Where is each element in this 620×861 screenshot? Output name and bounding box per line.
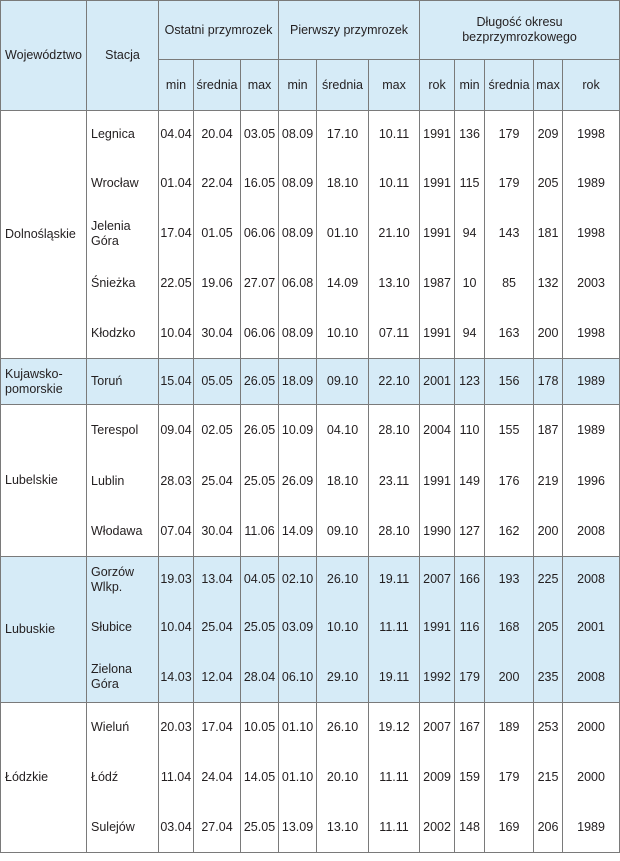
value-cell: 26.05 xyxy=(241,359,279,405)
value-cell: 22.04 xyxy=(194,159,241,209)
station-cell: Toruń xyxy=(87,359,159,405)
value-cell: 2000 xyxy=(563,703,620,753)
value-cell: 181 xyxy=(534,209,563,259)
subheader-first-avg: średnia xyxy=(317,60,369,111)
subheader-last-min: min xyxy=(159,60,194,111)
value-cell: 209 xyxy=(534,111,563,159)
value-cell: 13.04 xyxy=(194,557,241,603)
value-cell: 08.09 xyxy=(279,209,317,259)
value-cell: 05.05 xyxy=(194,359,241,405)
subheader-free-avg: średnia xyxy=(485,60,534,111)
value-cell: 14.09 xyxy=(279,507,317,557)
value-cell: 13.10 xyxy=(317,803,369,853)
station-cell: Lublin xyxy=(87,457,159,507)
value-cell: 25.05 xyxy=(241,603,279,653)
value-cell: 116 xyxy=(455,603,485,653)
value-cell: 10.10 xyxy=(317,309,369,359)
value-cell: 15.04 xyxy=(159,359,194,405)
value-cell: 1991 xyxy=(420,309,455,359)
region-cell: Dolnośląskie xyxy=(1,111,87,359)
value-cell: 06.08 xyxy=(279,259,317,309)
value-cell: 178 xyxy=(534,359,563,405)
value-cell: 11.11 xyxy=(369,803,420,853)
header-region: Województwo xyxy=(1,1,87,111)
value-cell: 09.04 xyxy=(159,405,194,457)
header-last-frost: Ostatni przymrozek xyxy=(159,1,279,60)
value-cell: 85 xyxy=(485,259,534,309)
value-cell: 143 xyxy=(485,209,534,259)
value-cell: 03.09 xyxy=(279,603,317,653)
value-cell: 94 xyxy=(455,209,485,259)
value-cell: 10.05 xyxy=(241,703,279,753)
value-cell: 08.09 xyxy=(279,159,317,209)
value-cell: 01.10 xyxy=(279,753,317,803)
value-cell: 20.04 xyxy=(194,111,241,159)
value-cell: 187 xyxy=(534,405,563,457)
station-cell: Wieluń xyxy=(87,703,159,753)
value-cell: 1991 xyxy=(420,209,455,259)
value-cell: 149 xyxy=(455,457,485,507)
value-cell: 200 xyxy=(485,653,534,703)
value-cell: 1991 xyxy=(420,457,455,507)
table-row xyxy=(1,359,620,405)
value-cell: 12.04 xyxy=(194,653,241,703)
value-cell: 27.04 xyxy=(194,803,241,853)
value-cell: 156 xyxy=(485,359,534,405)
subheader-free-year-max: rok xyxy=(563,60,620,111)
value-cell: 167 xyxy=(455,703,485,753)
value-cell: 13.09 xyxy=(279,803,317,853)
value-cell: 11.06 xyxy=(241,507,279,557)
value-cell: 22.05 xyxy=(159,259,194,309)
table-row xyxy=(1,259,620,309)
table-row xyxy=(1,309,620,359)
station-cell: Wrocław xyxy=(87,159,159,209)
value-cell: 179 xyxy=(455,653,485,703)
value-cell: 06.06 xyxy=(241,209,279,259)
value-cell: 162 xyxy=(485,507,534,557)
value-cell: 10 xyxy=(455,259,485,309)
value-cell: 26.09 xyxy=(279,457,317,507)
value-cell: 253 xyxy=(534,703,563,753)
value-cell: 168 xyxy=(485,603,534,653)
subheader-first-min: min xyxy=(279,60,317,111)
value-cell: 2007 xyxy=(420,557,455,603)
value-cell: 235 xyxy=(534,653,563,703)
value-cell: 17.04 xyxy=(194,703,241,753)
value-cell: 163 xyxy=(485,309,534,359)
value-cell: 132 xyxy=(534,259,563,309)
value-cell: 115 xyxy=(455,159,485,209)
value-cell: 2008 xyxy=(563,653,620,703)
table-row xyxy=(1,457,620,507)
value-cell: 08.09 xyxy=(279,111,317,159)
value-cell: 02.10 xyxy=(279,557,317,603)
table-row xyxy=(1,557,620,603)
value-cell: 2007 xyxy=(420,703,455,753)
value-cell: 19.12 xyxy=(369,703,420,753)
value-cell: 1987 xyxy=(420,259,455,309)
subheader-last-avg: średnia xyxy=(194,60,241,111)
value-cell: 159 xyxy=(455,753,485,803)
value-cell: 2001 xyxy=(563,603,620,653)
station-cell: Śnieżka xyxy=(87,259,159,309)
table-row xyxy=(1,603,620,653)
region-cell: Łódzkie xyxy=(1,703,87,853)
value-cell: 18.10 xyxy=(317,457,369,507)
station-cell: Słubice xyxy=(87,603,159,653)
subheader-free-year-min: rok xyxy=(420,60,455,111)
value-cell: 09.10 xyxy=(317,507,369,557)
value-cell: 14.05 xyxy=(241,753,279,803)
value-cell: 10.11 xyxy=(369,159,420,209)
station-cell: Łódź xyxy=(87,753,159,803)
value-cell: 01.10 xyxy=(317,209,369,259)
value-cell: 206 xyxy=(534,803,563,853)
value-cell: 28.04 xyxy=(241,653,279,703)
value-cell: 19.11 xyxy=(369,653,420,703)
value-cell: 136 xyxy=(455,111,485,159)
value-cell: 200 xyxy=(534,507,563,557)
value-cell: 04.05 xyxy=(241,557,279,603)
value-cell: 01.04 xyxy=(159,159,194,209)
table-row xyxy=(1,803,620,853)
value-cell: 18.10 xyxy=(317,159,369,209)
station-cell: Kłodzko xyxy=(87,309,159,359)
value-cell: 04.10 xyxy=(317,405,369,457)
value-cell: 11.04 xyxy=(159,753,194,803)
table-row xyxy=(1,753,620,803)
value-cell: 1998 xyxy=(563,209,620,259)
value-cell: 2008 xyxy=(563,507,620,557)
value-cell: 1991 xyxy=(420,111,455,159)
value-cell: 01.10 xyxy=(279,703,317,753)
value-cell: 17.10 xyxy=(317,111,369,159)
station-cell: Zielona Góra xyxy=(87,653,159,703)
value-cell: 26.05 xyxy=(241,405,279,457)
value-cell: 1989 xyxy=(563,159,620,209)
value-cell: 1989 xyxy=(563,405,620,457)
value-cell: 179 xyxy=(485,753,534,803)
header-frost-free-period: Długość okresu bezprzymrozkowego xyxy=(420,1,620,60)
value-cell: 17.04 xyxy=(159,209,194,259)
station-cell: Sulejów xyxy=(87,803,159,853)
value-cell: 1996 xyxy=(563,457,620,507)
value-cell: 10.11 xyxy=(369,111,420,159)
value-cell: 2000 xyxy=(563,753,620,803)
value-cell: 14.09 xyxy=(317,259,369,309)
value-cell: 225 xyxy=(534,557,563,603)
value-cell: 148 xyxy=(455,803,485,853)
value-cell: 28.03 xyxy=(159,457,194,507)
header-first-frost: Pierwszy przymrozek xyxy=(279,1,420,60)
value-cell: 21.10 xyxy=(369,209,420,259)
value-cell: 1991 xyxy=(420,159,455,209)
value-cell: 169 xyxy=(485,803,534,853)
value-cell: 205 xyxy=(534,603,563,653)
value-cell: 28.10 xyxy=(369,405,420,457)
header-station: Stacja xyxy=(87,1,159,111)
value-cell: 02.05 xyxy=(194,405,241,457)
table-body xyxy=(1,111,620,853)
value-cell: 26.10 xyxy=(317,703,369,753)
value-cell: 166 xyxy=(455,557,485,603)
value-cell: 03.05 xyxy=(241,111,279,159)
value-cell: 19.11 xyxy=(369,557,420,603)
value-cell: 200 xyxy=(534,309,563,359)
value-cell: 19.03 xyxy=(159,557,194,603)
value-cell: 1989 xyxy=(563,803,620,853)
value-cell: 25.05 xyxy=(241,457,279,507)
value-cell: 1992 xyxy=(420,653,455,703)
value-cell: 1991 xyxy=(420,603,455,653)
value-cell: 11.11 xyxy=(369,603,420,653)
value-cell: 30.04 xyxy=(194,309,241,359)
value-cell: 25.04 xyxy=(194,603,241,653)
value-cell: 06.10 xyxy=(279,653,317,703)
subheader-last-max: max xyxy=(241,60,279,111)
table-row xyxy=(1,405,620,457)
value-cell: 03.04 xyxy=(159,803,194,853)
region-cell: Lubelskie xyxy=(1,405,87,557)
value-cell: 19.06 xyxy=(194,259,241,309)
value-cell: 2003 xyxy=(563,259,620,309)
value-cell: 2009 xyxy=(420,753,455,803)
value-cell: 30.04 xyxy=(194,507,241,557)
value-cell: 16.05 xyxy=(241,159,279,209)
table-row xyxy=(1,507,620,557)
value-cell: 155 xyxy=(485,405,534,457)
value-cell: 189 xyxy=(485,703,534,753)
station-cell: Terespol xyxy=(87,405,159,457)
value-cell: 10.10 xyxy=(317,603,369,653)
value-cell: 28.10 xyxy=(369,507,420,557)
subheader-free-min: min xyxy=(455,60,485,111)
region-cell: Lubuskie xyxy=(1,557,87,703)
value-cell: 23.11 xyxy=(369,457,420,507)
value-cell: 20.03 xyxy=(159,703,194,753)
station-cell: Legnica xyxy=(87,111,159,159)
value-cell: 2008 xyxy=(563,557,620,603)
value-cell: 179 xyxy=(485,159,534,209)
value-cell: 2004 xyxy=(420,405,455,457)
value-cell: 179 xyxy=(485,111,534,159)
table-row xyxy=(1,653,620,703)
value-cell: 11.11 xyxy=(369,753,420,803)
table-row xyxy=(1,209,620,259)
value-cell: 07.11 xyxy=(369,309,420,359)
value-cell: 94 xyxy=(455,309,485,359)
value-cell: 1990 xyxy=(420,507,455,557)
table-row xyxy=(1,159,620,209)
station-cell: Gorzów Wlkp. xyxy=(87,557,159,603)
value-cell: 26.10 xyxy=(317,557,369,603)
station-cell: Włodawa xyxy=(87,507,159,557)
subheader-free-max: max xyxy=(534,60,563,111)
value-cell: 13.10 xyxy=(369,259,420,309)
value-cell: 10.04 xyxy=(159,309,194,359)
value-cell: 10.09 xyxy=(279,405,317,457)
value-cell: 18.09 xyxy=(279,359,317,405)
value-cell: 219 xyxy=(534,457,563,507)
value-cell: 04.04 xyxy=(159,111,194,159)
value-cell: 25.05 xyxy=(241,803,279,853)
value-cell: 1998 xyxy=(563,309,620,359)
value-cell: 01.05 xyxy=(194,209,241,259)
value-cell: 123 xyxy=(455,359,485,405)
value-cell: 215 xyxy=(534,753,563,803)
value-cell: 25.04 xyxy=(194,457,241,507)
subheader-first-max: max xyxy=(369,60,420,111)
value-cell: 2002 xyxy=(420,803,455,853)
value-cell: 09.10 xyxy=(317,359,369,405)
value-cell: 08.09 xyxy=(279,309,317,359)
value-cell: 29.10 xyxy=(317,653,369,703)
value-cell: 2001 xyxy=(420,359,455,405)
value-cell: 06.06 xyxy=(241,309,279,359)
station-cell: Jelenia Góra xyxy=(87,209,159,259)
value-cell: 14.03 xyxy=(159,653,194,703)
value-cell: 110 xyxy=(455,405,485,457)
value-cell: 193 xyxy=(485,557,534,603)
value-cell: 205 xyxy=(534,159,563,209)
value-cell: 27.07 xyxy=(241,259,279,309)
value-cell: 176 xyxy=(485,457,534,507)
value-cell: 24.04 xyxy=(194,753,241,803)
table-header xyxy=(1,1,620,111)
value-cell: 1998 xyxy=(563,111,620,159)
table-row xyxy=(1,703,620,753)
value-cell: 127 xyxy=(455,507,485,557)
value-cell: 20.10 xyxy=(317,753,369,803)
table-row xyxy=(1,111,620,159)
value-cell: 1989 xyxy=(563,359,620,405)
value-cell: 10.04 xyxy=(159,603,194,653)
region-cell: Kujawsko-pomorskie xyxy=(1,359,87,405)
value-cell: 22.10 xyxy=(369,359,420,405)
value-cell: 07.04 xyxy=(159,507,194,557)
